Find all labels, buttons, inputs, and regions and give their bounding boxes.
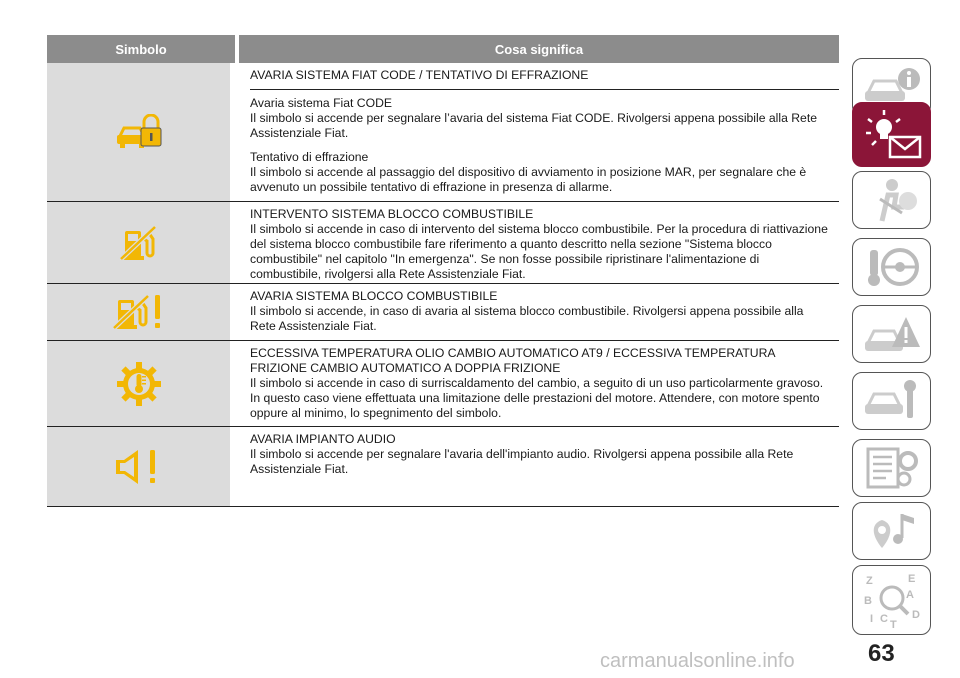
description-cell — [250, 427, 839, 506]
svg-text:T: T — [889, 619, 897, 630]
header-meaning: Cosa significa — [235, 35, 839, 63]
fuel-cutoff-icon — [119, 223, 159, 263]
table-row — [47, 341, 839, 427]
page-number: 63 — [868, 640, 895, 667]
watermark: carmanualsonline.info — [600, 650, 795, 672]
key-steering-wheel-icon — [862, 244, 922, 290]
row-title: AVARIA IMPIANTO AUDIO — [250, 432, 396, 446]
sub-title: Tentativo di effrazione — [250, 150, 369, 164]
row-text: Il simbolo si accende in caso di intervento del sistema blocco combustibile. Per la procedura di riattivazione del sistema blocco combustibile fare riferimento a quanto descritto nella sezione "Sistema blocco combustibile" nel capitolo "In emergenza". Se non fosse possibile ripristinare l'alimentazione di combustibile, rivolgersi alla Rete Assistenziale Fiat. — [250, 222, 828, 281]
tab-safety[interactable] — [852, 171, 931, 229]
svg-text:Z: Z — [865, 575, 873, 587]
warning-light-message-icon — [860, 109, 924, 161]
tab-emergency[interactable] — [852, 305, 931, 363]
safety-airbag-icon — [864, 177, 920, 223]
row-title: AVARIA SISTEMA FIAT CODE / TENTATIVO DI EFFRAZIONE — [250, 68, 589, 82]
table-row — [47, 63, 839, 202]
symbol-cell — [47, 284, 230, 340]
svg-text:D: D — [911, 609, 920, 621]
row-title: AVARIA SISTEMA BLOCCO COMBUSTIBILE — [250, 289, 498, 303]
technical-data-icon — [862, 445, 922, 491]
car-emergency-icon — [862, 311, 922, 357]
description-cell — [250, 63, 839, 201]
tab-maintenance[interactable] — [852, 372, 931, 430]
symbol-cell — [47, 341, 230, 426]
svg-text:C: C — [879, 613, 888, 625]
header-symbol: Simbolo — [115, 41, 167, 57]
table-row — [47, 202, 839, 284]
warning-lights-table — [47, 35, 839, 507]
sub-title: Avaria sistema Fiat CODE — [250, 96, 393, 110]
symbol-cell — [47, 202, 230, 283]
row-text: Il simbolo si accende in caso di surriscaldamento del cambio, a seguito di un uso particolarmente gravoso. In questo caso viene effettuata una limitazione delle prestazioni del motore. Attendere, con motore spento oppure al minimo, lo spegnimento del simbolo. — [250, 376, 824, 420]
description-cell — [250, 284, 839, 340]
tab-starting-driving[interactable] — [852, 238, 931, 296]
audio-failure-icon — [112, 447, 166, 487]
row-title: INTERVENTO SISTEMA BLOCCO COMBUSTIBILE — [250, 207, 534, 221]
table-row — [47, 284, 839, 341]
divider — [250, 89, 839, 90]
multimedia-icon — [862, 508, 922, 554]
description-cell — [250, 341, 839, 426]
sub-text: Il simbolo si accende per segnalare l’avaria del sistema Fiat CODE. Rivolgersi appena possibile alla Rete Assistenziale Fiat. — [250, 111, 817, 140]
svg-text:A: A — [905, 589, 914, 601]
index-search-icon — [860, 570, 924, 630]
svg-text:B: B — [863, 595, 872, 607]
table-row — [47, 427, 839, 507]
svg-text:I: I — [869, 613, 873, 625]
fuel-cutoff-failure-icon — [112, 292, 166, 332]
row-title: ECCESSIVA TEMPERATURA OLIO CAMBIO AUTOMATICO AT9 / ECCESSIVA TEMPERATURA FRIZIONE CAMBIO AUTOMATICO A DOPPIA FRIZIONE — [250, 346, 775, 375]
row-text: Il simbolo si accende per segnalare l'avaria dell'impianto audio. Rivolgersi appena possibile alla Rete Assistenziale Fiat. — [250, 447, 794, 476]
car-maintenance-icon — [862, 378, 922, 424]
table-header — [47, 35, 839, 63]
fiat-code-padlock-icon — [114, 114, 164, 150]
tab-technical-data[interactable] — [852, 439, 931, 497]
row-text: Il simbolo si accende, in caso di avaria al sistema blocco combustibile. Rivolgersi appena possibile alla Rete Assistenziale Fiat. — [250, 304, 804, 333]
sub-text: Il simbolo si accende al passaggio del dispositivo di avviamento in posizione MAR, per segnalare che è avvenuto un possibile tentativo di effrazione in presenza di allarme. — [250, 165, 807, 194]
transmission-temperature-icon — [116, 361, 162, 407]
tab-multimedia[interactable] — [852, 502, 931, 560]
description-cell — [250, 202, 839, 283]
symbol-cell — [47, 63, 230, 201]
tab-warning-lights[interactable] — [852, 102, 931, 167]
symbol-cell — [47, 427, 230, 506]
tab-index[interactable] — [852, 565, 931, 635]
svg-text:E: E — [907, 573, 915, 585]
